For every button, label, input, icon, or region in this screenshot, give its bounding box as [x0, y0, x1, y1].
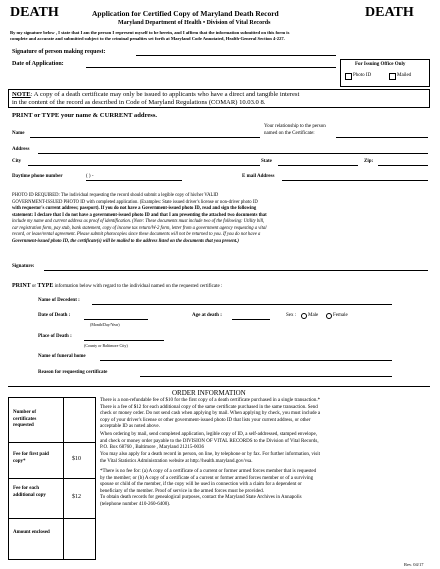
decedent-intro: PRINT or TYPE information below with regard to the individual named on the requested certificate :	[12, 283, 223, 289]
place-of-death-field[interactable]	[84, 340, 164, 341]
state-field[interactable]	[278, 165, 358, 166]
first-copy-fee-amount: $10	[72, 456, 81, 462]
certificates-requested-field[interactable]	[63, 398, 96, 442]
genealogy-info-1: To obtain death records for genealogical purposes, contact the Maryland State Archives in Annapolis	[100, 495, 302, 500]
mailed-checkbox[interactable]	[389, 73, 396, 80]
photo-id-line-5: include my name and current address as proof of identification. (Note: These documents must include two of the following: Utility bill,	[12, 219, 265, 224]
signature-label: Signature of person making request:	[12, 49, 106, 55]
email-field[interactable]	[282, 180, 428, 181]
order-info-2: There is a fee of $12 for each additional copy of the same certificate purchased in the same transaction. Send	[100, 404, 318, 410]
first-copy-fee-label: Fee for first paid copy*	[13, 452, 49, 464]
additional-copy-fee-amount: $12	[72, 494, 81, 500]
zip-label: Zip:	[364, 159, 374, 164]
issuing-office-box	[340, 59, 430, 87]
revision-label: Rev. 04/17	[404, 562, 424, 567]
photo-id-label: Photo ID	[353, 73, 372, 78]
signature-field[interactable]	[136, 55, 336, 56]
place-of-death-label: Place of Death :	[38, 334, 72, 339]
order-info-9: You may also apply for a death record in person, on line, by telephone or by fax. For further information, visit	[100, 452, 320, 457]
city-field[interactable]	[28, 165, 260, 166]
photo-id-line-3: with requestor's current address; passport). If you do not have a Government-issued photo ID, read and sign the following	[12, 206, 257, 211]
relationship-field[interactable]	[336, 137, 428, 138]
decedent-name-field[interactable]	[92, 304, 392, 305]
form-title: Application for Certified Copy of Maryland Death Record	[92, 9, 279, 18]
address-field[interactable]	[38, 153, 428, 154]
photo-signature-label: Signature:	[12, 264, 35, 269]
city-label: City	[12, 159, 22, 164]
issuing-office-title: For Issuing Office Only	[355, 62, 406, 67]
order-table	[8, 397, 96, 560]
date-of-application-field[interactable]	[86, 67, 336, 68]
applicant-heading: PRINT or TYPE your name & CURRENT address.	[12, 112, 158, 119]
funeral-home-label: Name of funeral home	[38, 354, 86, 359]
amount-enclosed-label: Amount enclosed	[13, 530, 50, 535]
name-field[interactable]	[30, 137, 260, 138]
photo-id-checkbox[interactable]	[345, 73, 352, 80]
order-info-7: and check or money order payable to the DIVISION OF VITAL RECORDS to the Division of Vital Records,	[100, 438, 319, 444]
date-of-application-label: Date of Application:	[12, 61, 64, 67]
decedent-name-label: Name of Decedent :	[38, 298, 80, 303]
relationship-label-1: Your relationship to the person	[264, 124, 326, 129]
order-info-4: copy of your driver's license or other government-issued photo ID that lists your current address, or other	[100, 417, 311, 423]
date-of-death-hint: (Month/Day/Year)	[90, 322, 120, 327]
order-info-10: the Vital Statistics Administration website at http://health.maryland.gov/vsa.	[100, 458, 253, 464]
age-field[interactable]	[232, 319, 270, 320]
photo-id-line-6: car registration form, pay stub, bank statement, copy of income tax return/W-2 form, letter from a government agency requesting a vital	[12, 225, 267, 231]
female-checkbox[interactable]	[326, 313, 332, 319]
genealogy-info-2: (telephone number 410-260-6400).	[100, 501, 171, 507]
date-of-death-field[interactable]	[84, 319, 148, 320]
certificates-requested-label: Number of certificates requested	[13, 410, 37, 428]
note-box	[8, 89, 430, 108]
order-info-6: When ordering by mail, send completed application, legible copy of ID, a self-addressed, stamped envelope,	[100, 432, 318, 437]
order-info-5: acceptable ID as noted above.	[100, 424, 160, 429]
order-info-1: There is a non-refundable fee of $10 for the first copy of a death certificate purchased in a single transaction.*	[100, 398, 321, 403]
order-title: ORDER INFORMATION	[172, 389, 246, 397]
date-of-death-label: Date of Death :	[38, 313, 71, 318]
left-title: DEATH	[10, 5, 59, 20]
fee-exemption-2: by the member; or (b) A copy of a certificate of a current or former armed forces member or of a surviving	[100, 475, 314, 481]
order-info-8: P.O. Box 68760 , Baltimore , Maryland 21215-0036	[100, 445, 205, 450]
funeral-home-field[interactable]	[100, 360, 392, 361]
relationship-label-2: named on the Certificate:	[264, 131, 315, 136]
name-label: Name	[12, 131, 25, 136]
right-title: DEATH	[365, 5, 414, 20]
reason-field[interactable]	[140, 376, 392, 377]
order-divider	[8, 386, 430, 387]
phone-field[interactable]: ( ) -	[86, 174, 94, 179]
photo-id-line-4: statement: I declare that I do not have a government-issued photo ID and that I am presenting the attached two documents that	[12, 212, 267, 218]
address-label: Address	[12, 147, 30, 152]
attest-line-2: complete and accurate and submitted subject to the criminal penalties set forth at Maryland Code Annotated, Health-General Section 4-227.	[10, 36, 285, 41]
place-of-death-hint: (County or Baltimore City)	[84, 343, 128, 348]
note-line-1: NOTE: A copy of a death certificate may only be issued to applicants who have a direct and tangible interest	[12, 91, 300, 98]
additional-copy-fee-label: Fee for each additional copy	[13, 486, 46, 498]
phone-underline	[86, 180, 182, 181]
attest-line-1: By my signature below , I state that I am the person I represent myself to be herein, and I affirm that the information submitted on this form is	[10, 30, 290, 35]
reason-label: Reason for requesting certificate	[38, 370, 108, 375]
photo-id-line-8: Government-issued photo ID, the certificate(s) will be mailed to the address listed on the documents that you present.)	[12, 238, 239, 244]
female-label: Female	[333, 313, 348, 318]
amount-enclosed-field[interactable]	[63, 518, 96, 559]
state-label: State	[261, 159, 272, 164]
order-info-3: check or money order. Do not send cash when applying by mail. When applying by check, you must include a	[100, 411, 321, 416]
photo-id-line-2: GOVERNMENT-ISSUED PHOTO ID with completed application. (Examples: State issued driver's license or non-driver photo ID	[12, 199, 258, 205]
photo-id-line-1: PHOTO ID REQUIRED: The individual requesting the record should submit a legible copy of his/her VALID	[12, 193, 219, 198]
phone-label: Daytime phone number	[12, 174, 63, 179]
zip-field[interactable]	[378, 165, 428, 166]
fee-exemption-4: beneficiary of the member. Proof of service in the armed forces must be provided.	[100, 488, 264, 494]
age-label: Age at death :	[192, 313, 222, 318]
email-label: E mail Address	[242, 174, 275, 179]
fee-exemption-1: *There is no fee for: (a) A copy of a certificate of a current or former armed forces member that is requested	[100, 469, 317, 474]
male-checkbox[interactable]	[301, 313, 307, 319]
mailed-label: Mailed	[397, 73, 412, 78]
male-label: Male	[308, 313, 319, 318]
photo-id-line-7: record, or lease/rental agreement. Please submit photocopies since these documents will not be returned to you. If you do not have a	[12, 232, 261, 237]
fee-exemption-3: spouse or child of the member, if the copy will be used in connection with a claim for a dependent or	[100, 482, 302, 487]
sex-label: Sex :	[286, 313, 297, 318]
photo-signature-field[interactable]	[44, 270, 428, 271]
form-subtitle: Maryland Department of Health • Division of Vital Records	[118, 20, 271, 26]
note-line-2: in the content of the record as described in Code of Maryland Regulations (COMAR) 10.03.0 8.	[12, 99, 266, 106]
